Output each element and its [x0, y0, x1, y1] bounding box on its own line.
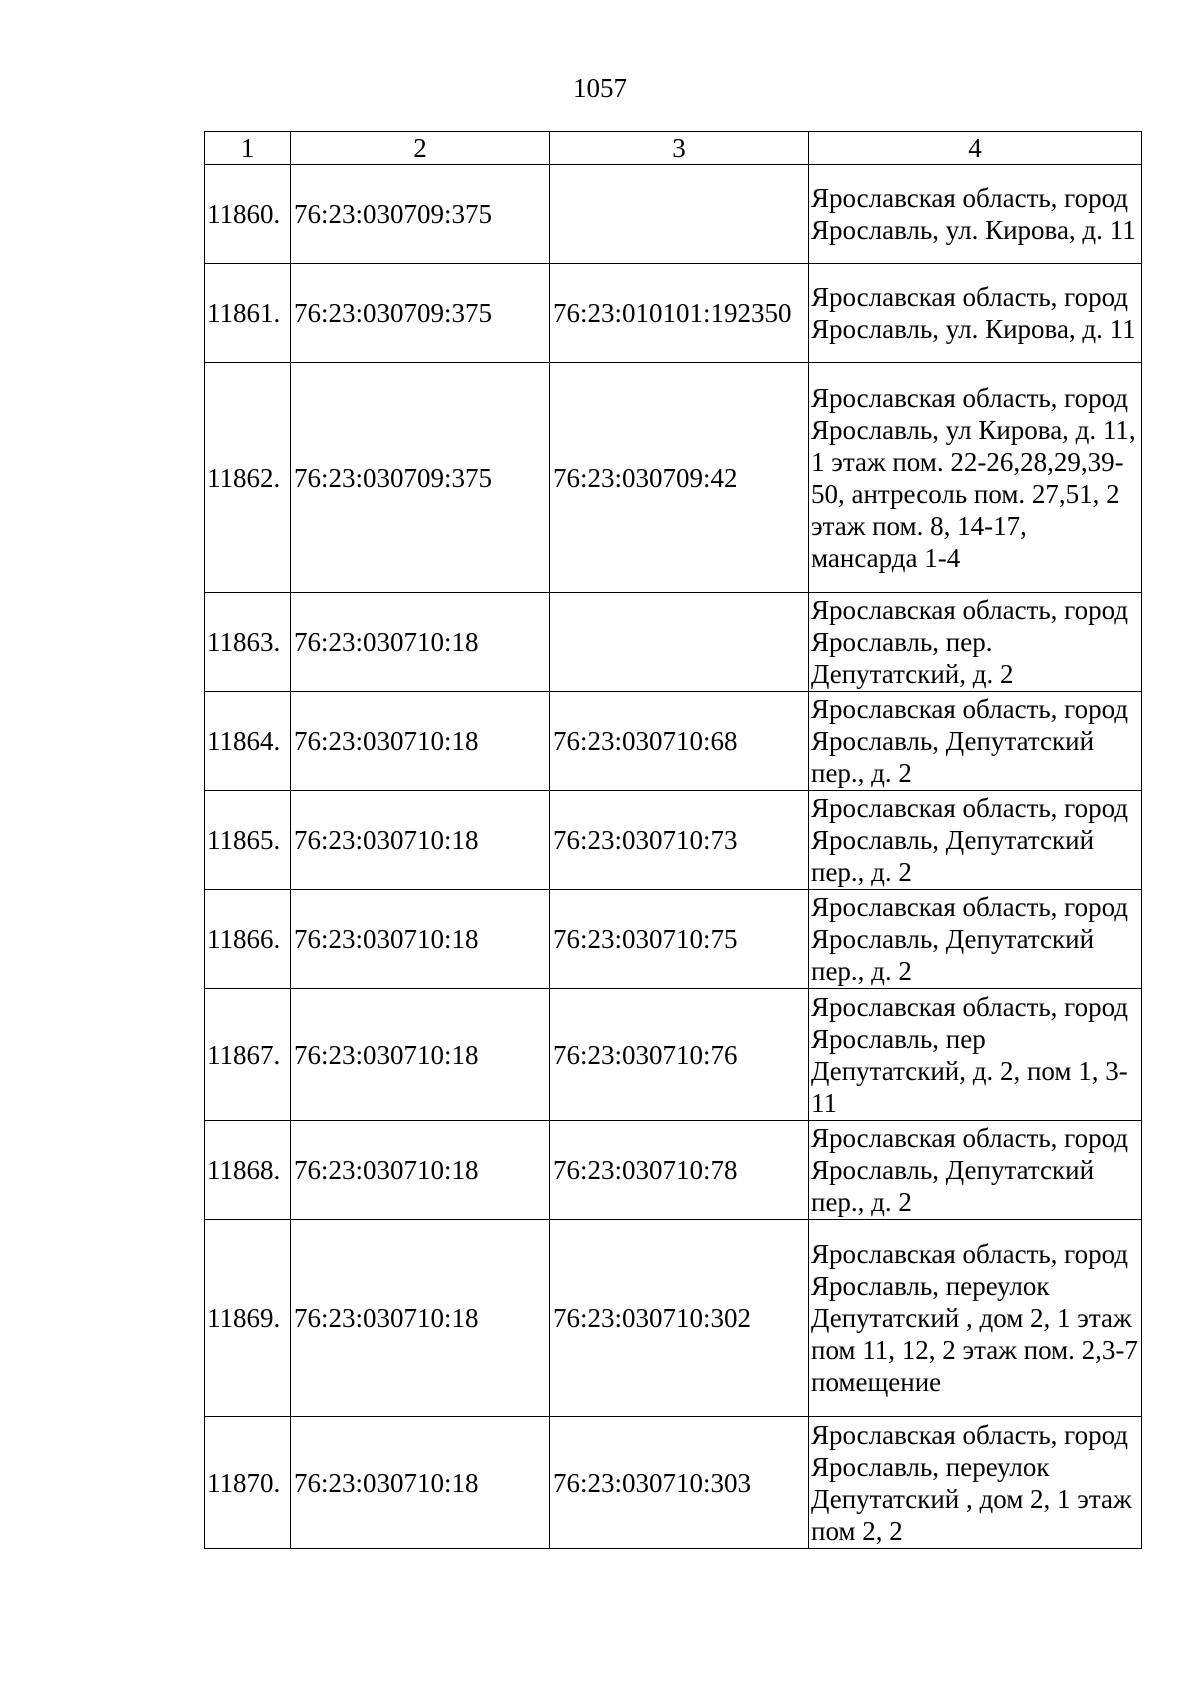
table-row	[205, 264, 1142, 363]
row-number-cell: 11868.	[205, 1121, 291, 1220]
cadastral-number-cell: 76:23:030710:18	[291, 1220, 550, 1417]
object-number-cell: 76:23:010101:192350	[550, 264, 809, 363]
table-row	[205, 692, 1142, 791]
address-cell: Ярославская область, город Ярославль, Депутатский пер., д. 2	[809, 692, 1142, 791]
object-number-cell: 76:23:030710:76	[550, 989, 809, 1121]
registry-table-body	[205, 132, 1142, 1549]
cadastral-number-cell: 76:23:030710:18	[291, 692, 550, 791]
address-cell: Ярославская область, город Ярославль, ул. Кирова, д. 11	[809, 165, 1142, 264]
row-number-cell: 11864.	[205, 692, 291, 791]
header-cell: 1	[205, 132, 291, 165]
row-number-cell: 11867.	[205, 989, 291, 1121]
table-row	[205, 593, 1142, 692]
object-number-cell	[550, 165, 809, 264]
object-number-cell: 76:23:030710:73	[550, 791, 809, 890]
address-cell: Ярославская область, город Ярославль, Депутатский пер., д. 2	[809, 791, 1142, 890]
cadastral-number-cell: 76:23:030710:18	[291, 1121, 550, 1220]
cadastral-number-cell: 76:23:030710:18	[291, 791, 550, 890]
cadastral-number-cell: 76:23:030709:375	[291, 363, 550, 593]
cadastral-number-cell: 76:23:030709:375	[291, 165, 550, 264]
table-row	[205, 791, 1142, 890]
object-number-cell: 76:23:030709:42	[550, 363, 809, 593]
address-cell: Ярославская область, город Ярославль, ул Кирова, д. 11, 1 этаж пом. 22-26,28,29,39-50, антресоль пом. 27,51, 2 этаж пом. 8, 14-17, мансарда 1-4	[809, 363, 1142, 593]
table-row	[205, 1121, 1142, 1220]
cadastral-number-cell: 76:23:030710:18	[291, 1417, 550, 1549]
header-cell: 2	[291, 132, 550, 165]
header-cell: 3	[550, 132, 809, 165]
address-cell: Ярославская область, город Ярославль, пер. Депутатский, д. 2	[809, 593, 1142, 692]
table-row	[205, 890, 1142, 989]
address-cell: Ярославская область, город Ярославль, Депутатский пер., д. 2	[809, 1121, 1142, 1220]
row-number-cell: 11860.	[205, 165, 291, 264]
cadastral-number-cell: 76:23:030710:18	[291, 989, 550, 1121]
table-row	[205, 1417, 1142, 1549]
address-cell: Ярославская область, город Ярославль, пер Депутатский, д. 2, пом 1, 3-11	[809, 989, 1142, 1121]
table-header-row	[205, 132, 1142, 165]
object-number-cell: 76:23:030710:302	[550, 1220, 809, 1417]
table-row	[205, 363, 1142, 593]
address-cell: Ярославская область, город Ярославль, переулок Депутатский , дом 2, 1 этаж пом 2, 2	[809, 1417, 1142, 1549]
row-number-cell: 11861.	[205, 264, 291, 363]
address-cell: Ярославская область, город Ярославль, ул. Кирова, д. 11	[809, 264, 1142, 363]
row-number-cell: 11870.	[205, 1417, 291, 1549]
row-number-cell: 11866.	[205, 890, 291, 989]
object-number-cell: 76:23:030710:68	[550, 692, 809, 791]
object-number-cell	[550, 593, 809, 692]
row-number-cell: 11865.	[205, 791, 291, 890]
registry-table	[204, 131, 1142, 1549]
row-number-cell: 11869.	[205, 1220, 291, 1417]
cadastral-number-cell: 76:23:030710:18	[291, 593, 550, 692]
object-number-cell: 76:23:030710:78	[550, 1121, 809, 1220]
address-cell: Ярославская область, город Ярославль, Депутатский пер., д. 2	[809, 890, 1142, 989]
object-number-cell: 76:23:030710:75	[550, 890, 809, 989]
object-number-cell: 76:23:030710:303	[550, 1417, 809, 1549]
table-row	[205, 989, 1142, 1121]
cadastral-number-cell: 76:23:030709:375	[291, 264, 550, 363]
header-cell: 4	[809, 132, 1142, 165]
page-number: 1057	[573, 73, 627, 103]
cadastral-number-cell: 76:23:030710:18	[291, 890, 550, 989]
row-number-cell: 11862.	[205, 363, 291, 593]
table-row	[205, 165, 1142, 264]
row-number-cell: 11863.	[205, 593, 291, 692]
table-row	[205, 1220, 1142, 1417]
address-cell: Ярославская область, город Ярославль, переулок Депутатский , дом 2, 1 этаж пом 11, 12, 2 этаж пом. 2,3-7 помещение	[809, 1220, 1142, 1417]
